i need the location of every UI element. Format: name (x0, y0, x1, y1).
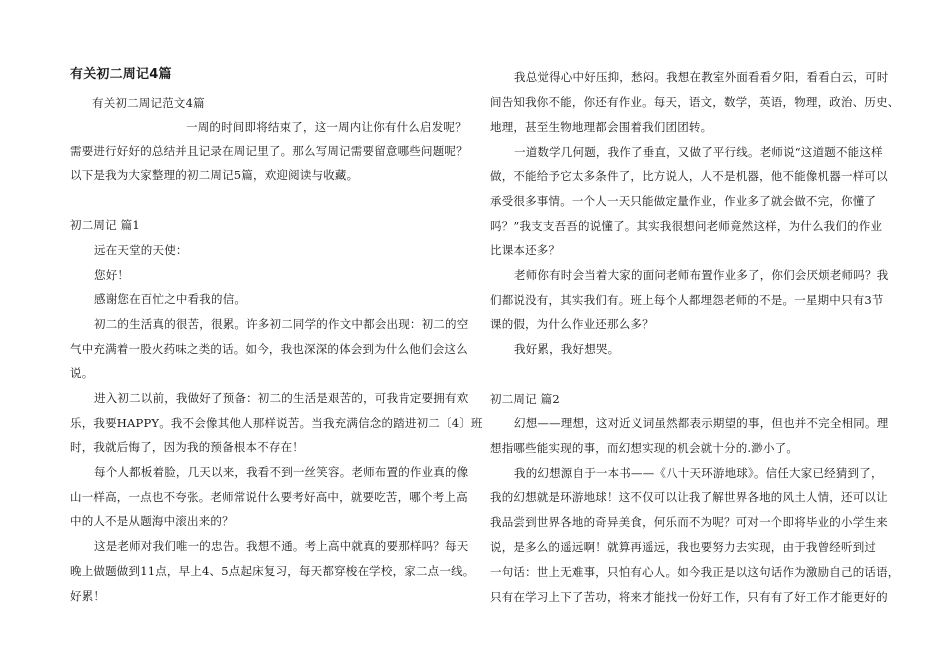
text-line: 我的幻想就是环游地球！这不仅可以让我了解世界各地的风土人情，还可以让 (490, 490, 888, 504)
text-line: 想指哪些能实现的事，而幻想实现的机会就十分的.渺小了。 (490, 441, 799, 455)
text-line: 这是老师对我们唯一的忠告。我想不通。考上高中就真的要那样吗？每天 (94, 539, 469, 553)
text-line: 承受很多事情。一个人一天只能做定量作业，作业多了就会做不完，你懂了 (490, 194, 877, 208)
text-line: 一道数学几何题，我作了垂直，又做了平行线。老师说“这道题不能这样 (514, 145, 883, 159)
section-heading: 初二周记 篇2 (490, 392, 560, 406)
text-line: 需要进行好好的总结并且记录在周记里了。那么写周记需要留意哪些问题呢？ (70, 144, 468, 158)
text-line: 远在天堂的天使： (94, 243, 188, 257)
text-line: 比课本还多？ (490, 243, 561, 257)
text-line: 说，是多么的遥远啊！就算再遥远，我也要努力去实现，由于我曾经听到过 (490, 540, 877, 554)
subtitle: 有关初二周记范文4篇 (92, 96, 205, 110)
text-line: 感谢您在百忙之中看我的信。 (94, 292, 247, 306)
text-line: 以下是我为大家整理的初二周记5篇，欢迎阅读与收藏。 (70, 168, 359, 182)
text-line: 气中充满着一股火药味之类的话。如今，我也深深的体会到为什么他们会这么 (70, 342, 468, 356)
text-line: 间告知我你不能，你还有作业。每天，语文，数学，英语，物理，政治、历史、 (490, 95, 900, 109)
text-line: 我好累，我好想哭。 (514, 342, 620, 356)
text-line: 一周的时间即将结束了，这一周内让你有什么启发呢？ (186, 120, 467, 134)
text-line: 好累！ (70, 589, 106, 603)
page-title: 有关初二周记4篇 (70, 67, 172, 82)
text-line: 做，不能给予它太多条件了，比方说人，人不是机器，他不能像机器一样可以 (490, 169, 888, 183)
text-line: 一句话：世上无难事，只怕有心人。如今我正是以这句话作为激励自己的话语， (490, 565, 900, 579)
text-line: 我的幻想源自于一本书——《八十天环游地球》。信任大家已经猜到了， (514, 466, 883, 480)
text-line: 我总觉得心中好压抑，愁闷。我想在教室外面看看夕阳，看看白云，可时 (514, 70, 889, 84)
text-line: 说。 (70, 366, 94, 380)
text-line: 我品尝到世界各地的奇异美食，何乐而不为呢？可对一个即将毕业的小学生来 (490, 515, 888, 529)
text-line: 时，我就后悔了，因为我的预备根本不存在！ (70, 440, 304, 454)
text-line: 幻想——理想，这对近义词虽然都表示期望的事，但也并不完全相同。理 (514, 416, 889, 430)
text-line: 每个人都板着脸，几天以来，我看不到一丝笑容。老师布置的作业真的像 (94, 465, 469, 479)
text-line: 进入初二以前，我做好了预备：初二的生活是艰苦的，可我肯定要拥有欢 (94, 391, 469, 405)
text-line: 们都说没有，其实我们有。班上每个人都埋怨老师的不是。一星期中只有3节 (490, 293, 884, 307)
text-line: 山一样高，一点也不夸张。老师常说什么要考好高中，就要吃苦，哪个考上高 (70, 490, 468, 504)
text-line: 只有在学习上下了苦功，将来才能找一份好工作，只有有了好工作才能更好的 (490, 590, 888, 604)
text-line: 吗？”我支支吾吾的说懂了。其实我很想问老师竟然这样，为什么我们的作业 (490, 219, 883, 233)
text-line: 课的假，为什么作业还那么多？ (490, 317, 654, 331)
text-line: 老师你有时会当着大家的面问老师布置作业多了，你们会厌烦老师吗？我 (514, 268, 889, 282)
text-line: 乐，我要HAPPY。我不会像其他人那样说苦。当我充满信念的踏进初二〔4〕班 (70, 416, 483, 430)
section-heading: 初二周记 篇1 (70, 218, 140, 232)
text-line: 中的人不是从题海中滚出来的？ (70, 514, 234, 528)
text-line: 晚上做题做到11点，早上4、5点起床复习，每天都穿梭在学校，家二点一线。 (70, 564, 475, 578)
text-line: 初二的生活真的很苦，很累。许多初二同学的作文中都会出现：初二的空 (94, 317, 469, 331)
text-line: 地理，甚至生物地理都会围着我们团团转。 (490, 120, 713, 134)
text-line: 您好！ (94, 268, 130, 282)
